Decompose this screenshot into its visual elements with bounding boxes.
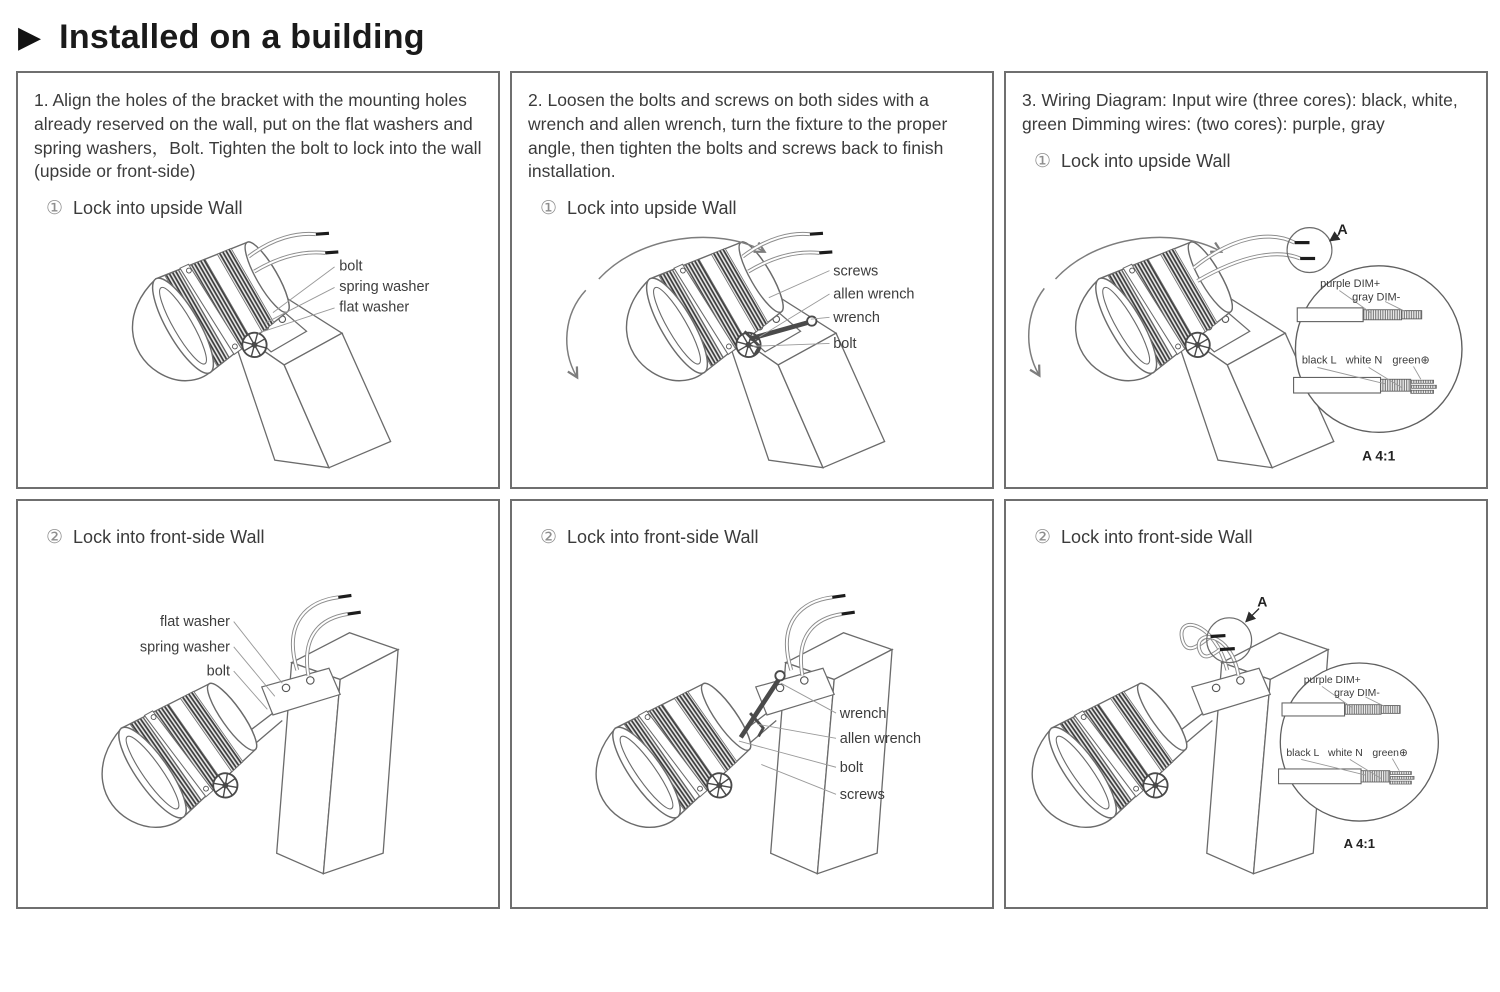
step-label: Lock into front-side Wall	[73, 527, 265, 547]
callout-label: bolt	[206, 663, 230, 680]
callout-label: screws	[839, 786, 885, 803]
callout-label: flat washer	[339, 299, 410, 316]
detail-reference-circle	[1287, 228, 1332, 273]
drawing-frontside-wiring	[1020, 573, 1472, 895]
step-heading	[540, 198, 978, 219]
detail-ref-label: A	[1257, 593, 1268, 610]
panel-frontside-washers	[16, 499, 500, 909]
callout-label: spring washer	[339, 279, 430, 296]
drawing-frontside-tools	[526, 573, 978, 895]
instruction-text: 3. Wiring Diagram: Input wire (three cores): black, white, green Dimming wires: (two cores): purple, gray	[1022, 90, 1458, 134]
callout-label: allen wrench	[839, 730, 922, 747]
callout-label: allen wrench	[833, 286, 915, 303]
circled-one-icon: ①	[540, 198, 558, 220]
callout-label: bolt	[833, 335, 857, 352]
drawing-upside-tools	[526, 223, 978, 475]
title-bullet-icon: ▶	[18, 20, 42, 54]
circled-two-icon: ②	[540, 527, 558, 548]
rotation-arrow-icon	[1029, 288, 1045, 374]
drawing-frontside-washers	[32, 573, 484, 895]
panel-step2-upside	[510, 71, 994, 489]
instruction-text: 1. Align the holes of the bracket with the mounting holes already reserved on the wall, put on the flat washers and spring washers，Bolt. Tighten the bolt to lock into the wall (upside or front-side)	[34, 90, 482, 182]
panel-step3-wiring-upside	[1004, 71, 1488, 489]
callout-label: wrench	[833, 309, 880, 326]
panels-grid	[16, 71, 1488, 909]
callout-label: flat washer	[160, 614, 230, 631]
drawing-upside-wiring	[1020, 223, 1472, 475]
panel-frontside-wiring	[1004, 499, 1488, 909]
circled-two-icon: ②	[1034, 527, 1052, 548]
circled-two-icon: ②	[46, 527, 64, 548]
callout-label: spring washer	[139, 639, 230, 656]
step-label: Lock into upside Wall	[567, 198, 737, 219]
step-heading	[1034, 151, 1472, 172]
circled-one-icon: ①	[46, 198, 64, 220]
page-title-row	[18, 18, 1500, 57]
callout-label: screws	[833, 263, 879, 280]
circled-one-icon: ①	[1034, 150, 1052, 172]
rotation-arrow-icon	[567, 290, 586, 376]
callout-label: bolt	[839, 759, 864, 776]
step-label: Lock into front-side Wall	[567, 527, 759, 547]
callout-label: wrench	[839, 705, 887, 722]
callout-label: bolt	[339, 258, 363, 275]
panel-frontside-tools	[510, 499, 994, 909]
step-heading	[46, 527, 484, 548]
step-label: Lock into front-side Wall	[1061, 527, 1253, 547]
step-heading	[540, 527, 978, 548]
instruction-text: 2. Loosen the bolts and screws on both sides with a wrench and allen wrench, turn the fixture to the proper angle, then tighten the bolts and screws back to finish installation.	[528, 90, 948, 182]
step-label: Lock into upside Wall	[73, 198, 243, 219]
drawing-upside-washers	[32, 223, 484, 475]
detail-ref-label: A	[1337, 222, 1348, 238]
step-label: Lock into upside Wall	[1061, 150, 1231, 171]
page-title: Installed on a building	[59, 18, 425, 56]
detail-pointer-arrow-icon	[1246, 608, 1259, 621]
step-heading	[46, 198, 484, 219]
panel-step1-upside	[16, 71, 500, 489]
step-heading	[1034, 527, 1472, 548]
